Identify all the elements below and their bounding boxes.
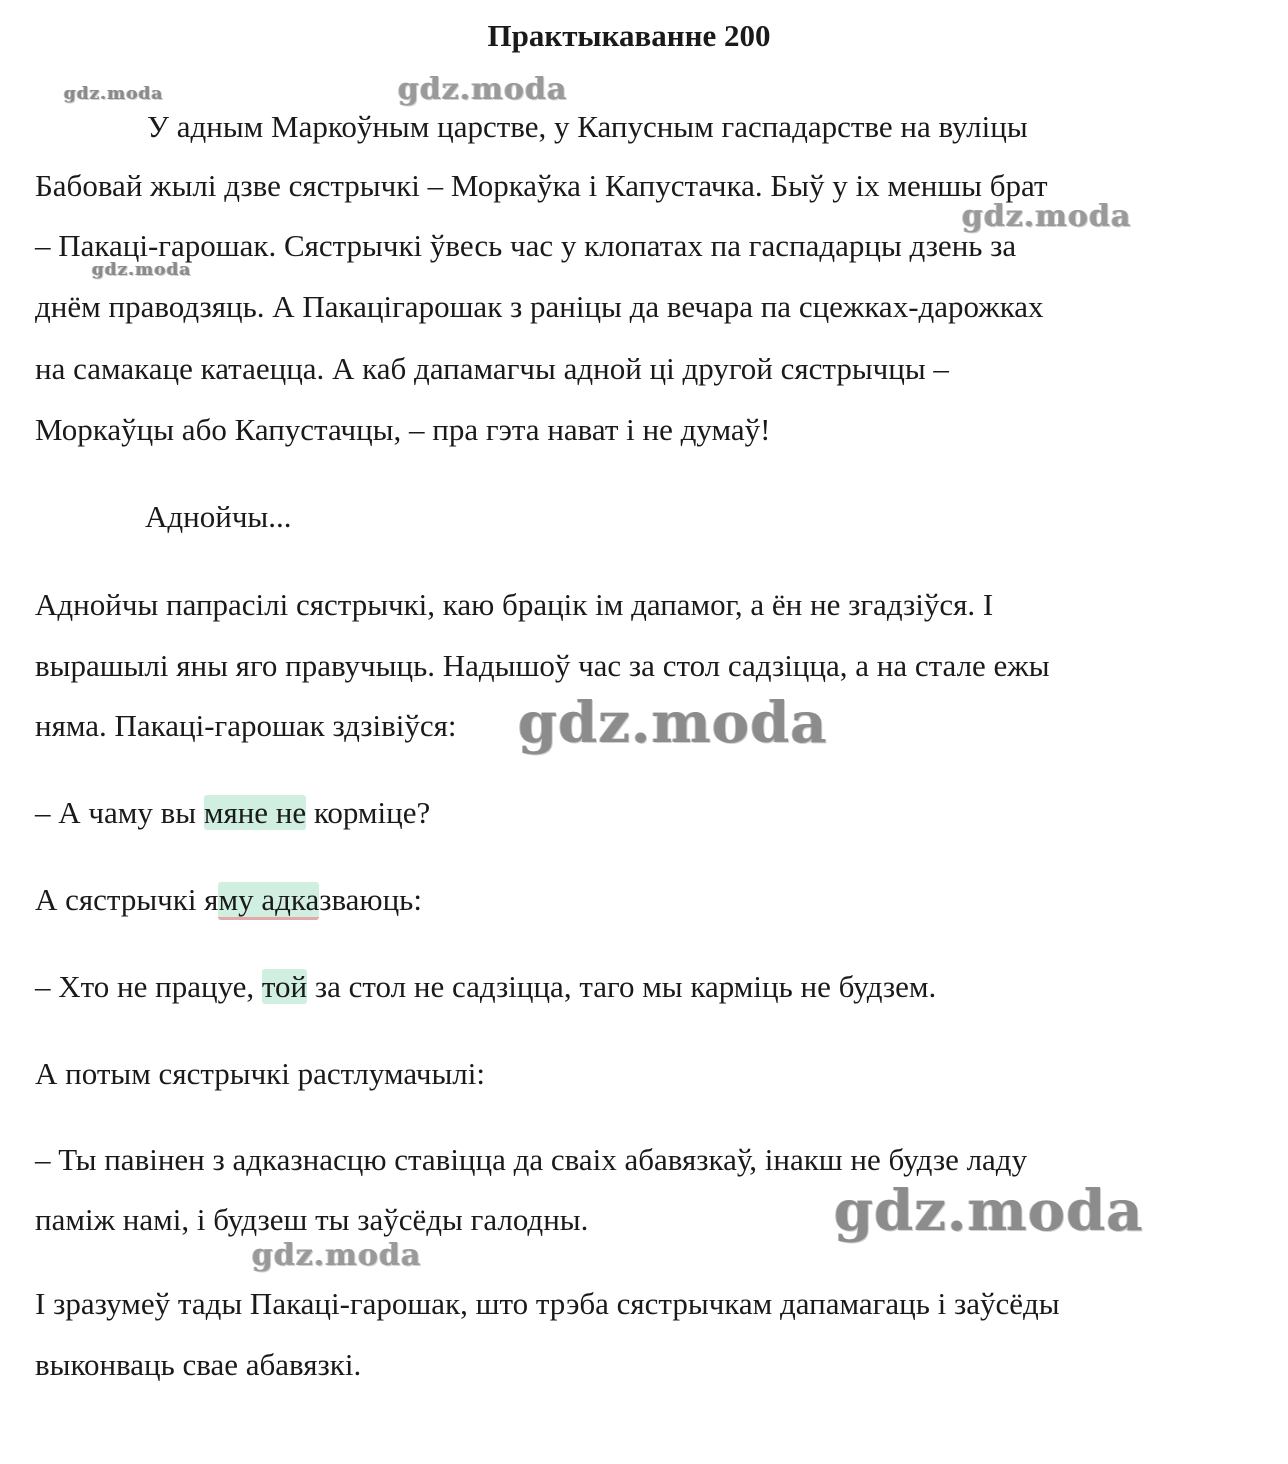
text-line: Моркаўцы або Капустачцы, – пра гэта нават і не думаў!: [35, 412, 771, 447]
text-line: Аднойчы...: [145, 499, 292, 534]
text-line: І зразумеў тады Пакаці-гарошак, што трэба сястрычкам дапамагаць і заўсёды: [35, 1286, 1060, 1321]
text-line: няма. Пакаці-гарошак здзівіўся:: [35, 708, 457, 743]
highlight: той: [261, 969, 308, 1004]
text-line: Аднойчы папрасілі сястрычкі, каю брацік ім дапамог, а ён не згадзіўся. І: [35, 587, 994, 622]
text-line: выконваць свае абавязкі.: [35, 1347, 362, 1382]
dialogue-line: А сястрычкі яму адказваюць:: [35, 880, 422, 920]
text-line: А потым сястрычкі растлумачылі:: [35, 1056, 485, 1091]
watermark: gdz.moda: [252, 1238, 422, 1273]
watermark: gdz.moda: [518, 690, 828, 756]
dialogue-line: – А чаму вы мяне не кормiце?: [35, 795, 431, 830]
text-line: – Ты павінен з адказнасцю ставіцца да сваіх абавязкаў, інакш не будзе ладу: [35, 1142, 1028, 1177]
watermark: gdz.moda: [398, 72, 568, 107]
highlight: мяне не: [203, 795, 307, 830]
text-line: вырашылі яны яго правучыць. Надышоў час за стол садзіцца, а на стале ежы: [35, 648, 1050, 683]
exercise-title: Практыкаванне 200: [487, 18, 771, 53]
dialogue-line: – Хто не працуе, той за стол не садзіцца, таго мы карміць не будзем.: [35, 969, 937, 1004]
watermark: gdz.moda: [64, 84, 164, 104]
highlight: му адка: [218, 882, 319, 920]
text-line: паміж намі, і будзеш ты заўсёды галодны.: [35, 1202, 589, 1237]
text-line: Бабовай жылі дзве сястрычкі – Моркаўка і Капустачка. Быў у іх меншы брат: [35, 168, 1048, 203]
watermark: gdz.moda: [834, 1178, 1144, 1244]
text-line: – Пакаці-гарошак. Сястрычкі ўвесь час у клопатах па гаспадарцы дзень за: [35, 228, 1017, 263]
text-line: днём праводзяць. А Пакацігарошак з раніцы да вечара па сцежках-дарожках: [35, 289, 1044, 324]
text-line: на самакаце катаецца. А каб дапамагчы адной ці другой сястрычцы –: [35, 351, 949, 386]
watermark: gdz.moda: [92, 260, 192, 280]
text-line: У адным Маркоўным царстве, у Капусным гаспадарстве на вуліцы: [147, 109, 1028, 144]
watermark: gdz.moda: [962, 199, 1132, 234]
